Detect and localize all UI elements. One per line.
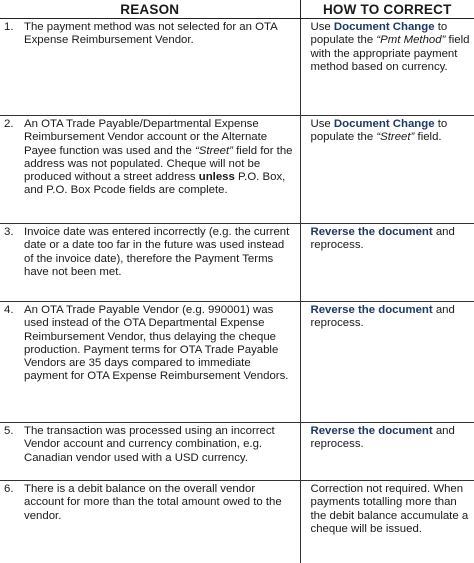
action-term: Reverse the document [311, 425, 433, 437]
row-number: 3. [4, 226, 24, 279]
reason-cell [0, 224, 300, 302]
emphasis-word: unless [199, 171, 235, 183]
reason-text: The transaction was processed using an incorrect Vendor account and currency combination, e.g. Canadian vendor used with a USD currency. [24, 425, 296, 465]
correction-cell: Reverse the document and reprocess. [300, 423, 474, 481]
reason-text: The payment method was not selected for an OTA Expense Reimbursement Vendor. [24, 21, 296, 48]
correction-cell: Use Document Change to populate the “Pmt Method” field with the appropriate payment method based on currency. [300, 19, 474, 116]
field-name: “Street” [376, 131, 414, 143]
action-term: Document Change [334, 21, 435, 33]
reason-cell [0, 481, 300, 563]
field-name: “Street” [195, 145, 233, 157]
table-row [0, 423, 474, 481]
row-number: 5. [4, 425, 24, 465]
header-reason: REASON [0, 0, 300, 19]
row-number: 1. [4, 21, 24, 48]
correction-cell: Reverse the document and reprocess. [300, 302, 474, 423]
row-number: 6. [4, 483, 24, 523]
row-number: 2. [4, 118, 24, 198]
action-term: Reverse the document [311, 226, 433, 238]
reason-text: An OTA Trade Payable Vendor (e.g. 990001) was used instead of the OTA Departmental Expense Reimbursement Vendor, thus delaying the cheque production. Payment terms for OTA Trade Payable Vendors are 35 days compared to immediate payment for OTA Expense Reimbursement Vendors. [24, 304, 296, 384]
field-name: “Pmt Method” [376, 34, 445, 46]
reason-text: Invoice date was entered incorrectly (e.g. the current date or a date too far in the future was used instead of the invoice date), therefore the Payment Terms have not been met. [24, 226, 296, 279]
table-row [0, 116, 474, 224]
reason-text: An OTA Trade Payable/Departmental Expense Reimbursement Vendor account or the Alternate Payee function was used and the “Street” field for the address was not populated. Cheque will not be produced without a street address unless P.O. Box, and P.O. Box Pcode fields are complete. [24, 118, 296, 198]
reason-cell [0, 302, 300, 423]
correction-cell: Reverse the document and reprocess. [300, 224, 474, 302]
action-term: Reverse the document [311, 304, 433, 316]
table-header-row [0, 0, 474, 19]
correction-cell: Correction not required. When payments totalling more than the debit balance accumulate a cheque will be issued. [300, 481, 474, 563]
table-row [0, 302, 474, 423]
reason-text: There is a debit balance on the overall vendor account for more than the total amount owed to the vendor. [24, 483, 296, 523]
reason-cell [0, 19, 300, 116]
table-row [0, 19, 474, 116]
action-term: Document Change [334, 118, 435, 130]
table-row [0, 481, 474, 563]
correction-cell: Use Document Change to populate the “Street” field. [300, 116, 474, 224]
table-row [0, 224, 474, 302]
header-how-to-correct: HOW TO CORRECT [300, 0, 474, 19]
reason-cell [0, 116, 300, 224]
row-number: 4. [4, 304, 24, 384]
reason-cell [0, 423, 300, 481]
